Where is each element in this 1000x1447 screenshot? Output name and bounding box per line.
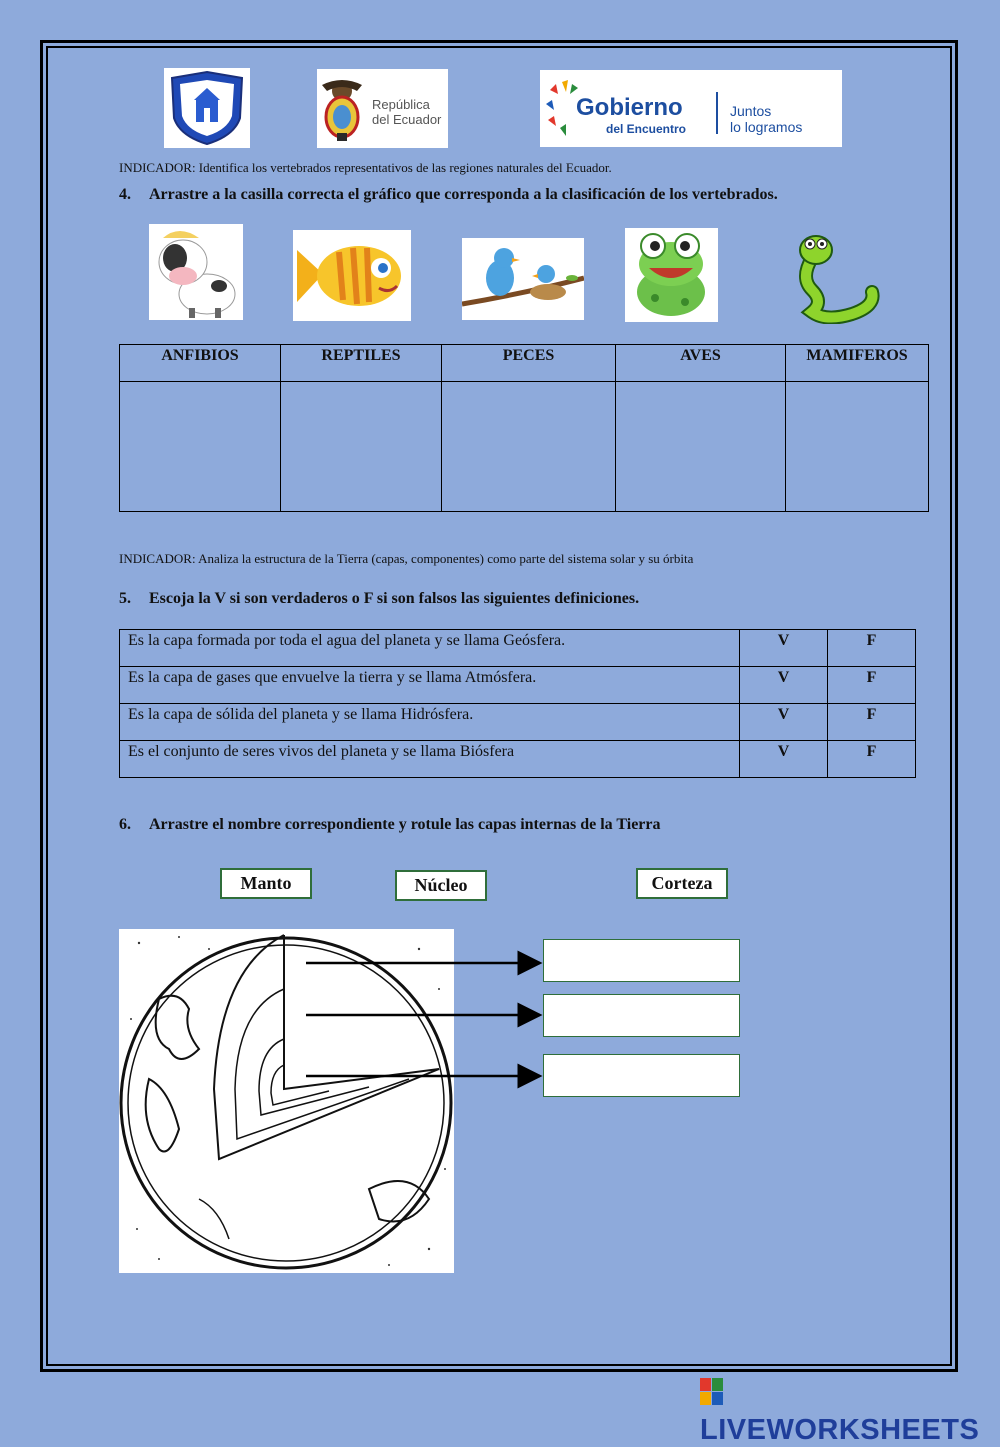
liveworksheets-icon bbox=[700, 1378, 724, 1414]
republic-ecuador-logo bbox=[317, 69, 448, 148]
drop-cell-aves[interactable] bbox=[616, 382, 786, 512]
column-header-peces: PECES bbox=[442, 345, 616, 382]
column-header-reptiles: REPTILES bbox=[281, 345, 442, 382]
cow-image[interactable] bbox=[149, 224, 243, 320]
statement-text: Es el conjunto de seres vivos del planeta y se llama Biósfera bbox=[120, 741, 740, 778]
liveworksheets-text: LIVEWORKSHEETS bbox=[700, 1414, 980, 1446]
table-row bbox=[120, 667, 916, 704]
question-5-text: Escoja la V si son verdaderos o F si son falsos las siguientes definiciones. bbox=[149, 590, 640, 607]
government-brand-line1: Gobierno bbox=[576, 94, 683, 121]
chip-corteza[interactable]: Corteza bbox=[636, 868, 728, 899]
indicator-section-4: INDICADOR: Identifica los vertebrados representativos de las regiones naturales del Ecuador. bbox=[119, 160, 612, 175]
question-5-number: 5. bbox=[119, 590, 131, 607]
label-arrows bbox=[300, 950, 550, 1090]
frog-image[interactable] bbox=[625, 228, 718, 322]
chip-manto[interactable]: Manto bbox=[220, 868, 312, 899]
question-4-number: 4. bbox=[119, 186, 131, 203]
question-6 bbox=[119, 816, 661, 834]
option-false[interactable]: F bbox=[828, 667, 916, 704]
question-4 bbox=[119, 186, 778, 204]
classification-table bbox=[119, 344, 929, 512]
government-slogan-line1: Juntos bbox=[730, 103, 772, 119]
drop-cell-anfibios[interactable] bbox=[120, 382, 281, 512]
chip-nucleo[interactable]: Núcleo bbox=[395, 870, 487, 901]
question-6-text: Arrastre el nombre correspondiente y rotule las capas internas de la Tierra bbox=[149, 816, 661, 833]
question-5 bbox=[119, 590, 639, 608]
question-4-text: Arrastre a la casilla correcta el gráfico que corresponda a la clasificación de los vertebrados. bbox=[149, 186, 778, 203]
drop-box-mantle[interactable] bbox=[543, 994, 740, 1037]
true-false-table bbox=[119, 629, 916, 778]
government-brand-line2: del Encuentro bbox=[606, 122, 687, 136]
option-false[interactable]: F bbox=[828, 630, 916, 667]
table-row bbox=[120, 741, 916, 778]
table-row bbox=[120, 704, 916, 741]
table-row bbox=[120, 630, 916, 667]
drop-cell-peces[interactable] bbox=[442, 382, 616, 512]
government-divider bbox=[716, 92, 718, 134]
option-false[interactable]: F bbox=[828, 741, 916, 778]
republic-text-line1: República bbox=[372, 97, 430, 112]
statement-text: Es la capa de sólida del planeta y se llama Hidrósfera. bbox=[120, 704, 740, 741]
option-true[interactable]: V bbox=[740, 741, 828, 778]
option-true[interactable]: V bbox=[740, 667, 828, 704]
drop-box-core[interactable] bbox=[543, 1054, 740, 1097]
option-false[interactable]: F bbox=[828, 704, 916, 741]
drop-box-crust[interactable] bbox=[543, 939, 740, 982]
school-crest-logo bbox=[164, 68, 250, 148]
fish-image[interactable] bbox=[293, 230, 411, 321]
statement-text: Es la capa de gases que envuelve la tierra y se llama Atmósfera. bbox=[120, 667, 740, 704]
column-header-mamiferos: MAMIFEROS bbox=[786, 345, 929, 382]
snake-image[interactable] bbox=[786, 232, 882, 324]
republic-text-line2: del Ecuador bbox=[372, 112, 442, 127]
option-true[interactable]: V bbox=[740, 704, 828, 741]
column-header-aves: AVES bbox=[616, 345, 786, 382]
column-header-anfibios: ANFIBIOS bbox=[120, 345, 281, 382]
option-true[interactable]: V bbox=[740, 630, 828, 667]
government-logo bbox=[540, 70, 842, 147]
question-6-number: 6. bbox=[119, 816, 131, 833]
indicator-section-5: INDICADOR: Analiza la estructura de la Tierra (capas, componentes) como parte del sistema solar y su órbita bbox=[119, 551, 694, 566]
government-slogan-line2: lo logramos bbox=[730, 119, 803, 135]
birds-image[interactable] bbox=[462, 238, 584, 320]
drop-cell-mamiferos[interactable] bbox=[786, 382, 929, 512]
drop-cell-reptiles[interactable] bbox=[281, 382, 442, 512]
statement-text: Es la capa formada por toda el agua del planeta y se llama Geósfera. bbox=[120, 630, 740, 667]
